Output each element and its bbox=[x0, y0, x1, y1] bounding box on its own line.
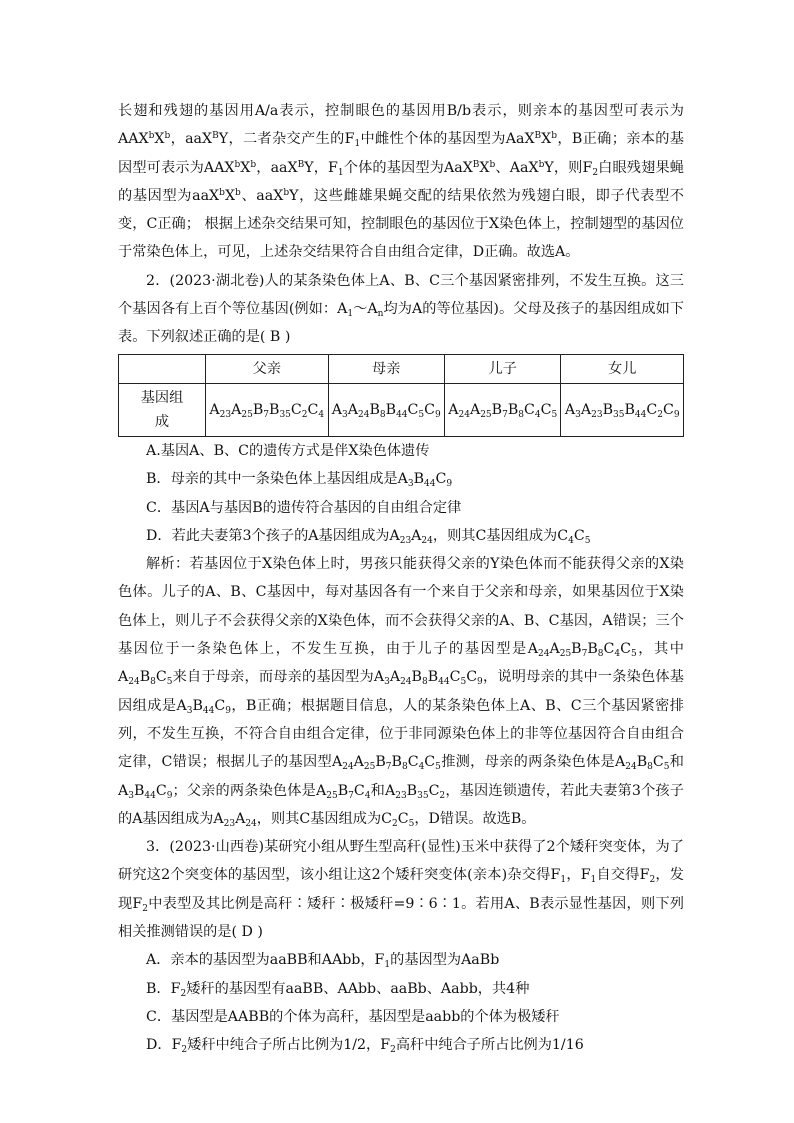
table-row bbox=[119, 383, 684, 436]
q3-option-b: B．$F_2$矮秆的基因型有aaBB、AAbb、aaBb、Aabb，共4种 bbox=[146, 980, 530, 999]
q3-option-c: C．基因型是AABB的个体为高秆，基因型是aabb的个体为极矮秆 bbox=[146, 1008, 560, 1025]
genotype-son: $A_{24}A_{25}B_7B_8C_4C_5$ bbox=[444, 383, 560, 436]
genotype-table bbox=[118, 354, 684, 437]
genotype-father: $A_{23}A_{25}B_7B_{35}C_2C_4$ bbox=[206, 383, 329, 436]
option-b: B．母亲的其中一条染色体上基因组成是$A_3B_{44}C_9$ bbox=[146, 471, 453, 490]
genotype-mother: $A_3A_{24}B_8B_{44}C_5C_9$ bbox=[328, 383, 444, 436]
table-header-daughter: 女儿 bbox=[561, 354, 684, 383]
question-3-stem: 3．(2023·山西卷)某研究小组从野生型高秆(显性)玉米中获得了2个矮秆突变体，为了研究这2个突变体的基因型，该小组让这2个矮秆突变体(亲本)杂交得$F_1$，$F_1$自交得$F_2$，发现$F_2$中表型及其比例是高秆∶矮秆∶极矮秆=9∶6∶1。若用A、B表示显性基因，则下列相关推测错误的是( D ) bbox=[118, 839, 684, 941]
table-header-empty bbox=[119, 354, 206, 383]
table-header-mother: 母亲 bbox=[328, 354, 444, 383]
paragraph-continuation: 长翅和残翅的基因用A/a表示，控制眼色的基因用B/b表示，则亲本的基因型可表示为$AAX^bX^b$，aaX$^B$Y，二者杂交产生的$F_1$中雌性个体的基因型为$AaX^BX^b$，B正确；亲本的基因型可表示为$AAX^bX^b$，aaX$^B$Y，$F_1$个体的基因型为$AaX^BX^b$、AaX$^b$Y，则$F_2$白眼残翅果蝇的基因型为$aaX^bX^b$、aaX$^b$Y，这些雌雄果蝇交配的结果依然为残翅白眼，即子代表型不变，C正确； 根据上述杂交结果可知，控制眼色的基因位于X染色体上，控制翅型的基因位于常染色体上，可见，上述杂交结果符合自由组合定律，D正确。故选A。 bbox=[118, 103, 684, 261]
table-header-father: 父亲 bbox=[206, 354, 329, 383]
table-row-label: 基因组成 bbox=[119, 383, 206, 436]
option-d: D．若此夫妻第3个孩子的A基因组成为$A_{23}A_{24}$，则其C基因组成为$C_4C_5$ bbox=[146, 527, 591, 546]
table-header-son: 儿子 bbox=[444, 354, 560, 383]
table-header-row bbox=[119, 354, 684, 383]
question-2-stem: 2．(2023·湖北卷)人的某条染色体上A、B、C三个基因紧密排列，不发生互换。这三个基因各有上百个等位基因(例如：$A_1\sim A_n$均为A的等位基因)。父母及孩子的基因组成如下表。下列叙述正确的是( B ) bbox=[118, 272, 684, 346]
option-a: A.基因A、B、C的遗传方式是伴X染色体遗传 bbox=[146, 442, 430, 459]
analysis-paragraph: 解析：若基因位于X染色体上时，男孩只能获得父亲的Y染色体而不能获得父亲的X染色体。儿子的A、B、C基因中，每对基因各有一个来自于父亲和母亲，如果基因位于X染色体上，则儿子不会获得父亲的X染色体，而不会获得父亲的A、B、C基因，A错误；三个基因位于一条染色体上，不发生互换，由于儿子的基因型是$A_{24}A_{25}B_7B_8C_4C_5$，其中$A_{24}B_8C_5$来自于母亲，而母亲的基因型为$A_3A_{24}B_8B_{44}C_5C_9$，说明母亲的其中一条染色体基因组成是$A_3B_{44}C_9$，B正确；根据题目信息，人的某条染色体上A、B、C三个基因紧密排列，不发生互换，不符合自由组合定律，位于非同源染色体上的非等位基因符合自由组合定律，C错误；根据儿子的基因型$A_{24}A_{25}B_7B_8C_4C_5$推测，母亲的两条染色体是$A_{24}B_8C_5$和$A_3B_{44}C_9$；父亲的两条染色体是$A_{25}B_7C_4$和$A_{23}B_{35}C_2$，基因连锁遗传，若此夫妻第3个孩子的A基因组成为$A_{23}A_{24}$，则其C基因组成为$C_2C_5$，D错误。故选B。 bbox=[118, 556, 684, 829]
document-body bbox=[118, 97, 684, 1060]
q3-option-a: A．亲本的基因型为aaBB和AAbb，$F_1$的基因型为AaBb bbox=[146, 952, 500, 971]
genotype-daughter: $A_3A_{23}B_{35}B_{44}C_2C_9$ bbox=[561, 383, 684, 436]
q3-option-d: D．$F_2$矮秆中纯合子所占比例为1/2，$F_2$高秆中纯合子所占比例为1/16 bbox=[146, 1037, 584, 1056]
option-c: C．基因A与基因B的遗传符合基因的自由组合定律 bbox=[146, 499, 462, 516]
